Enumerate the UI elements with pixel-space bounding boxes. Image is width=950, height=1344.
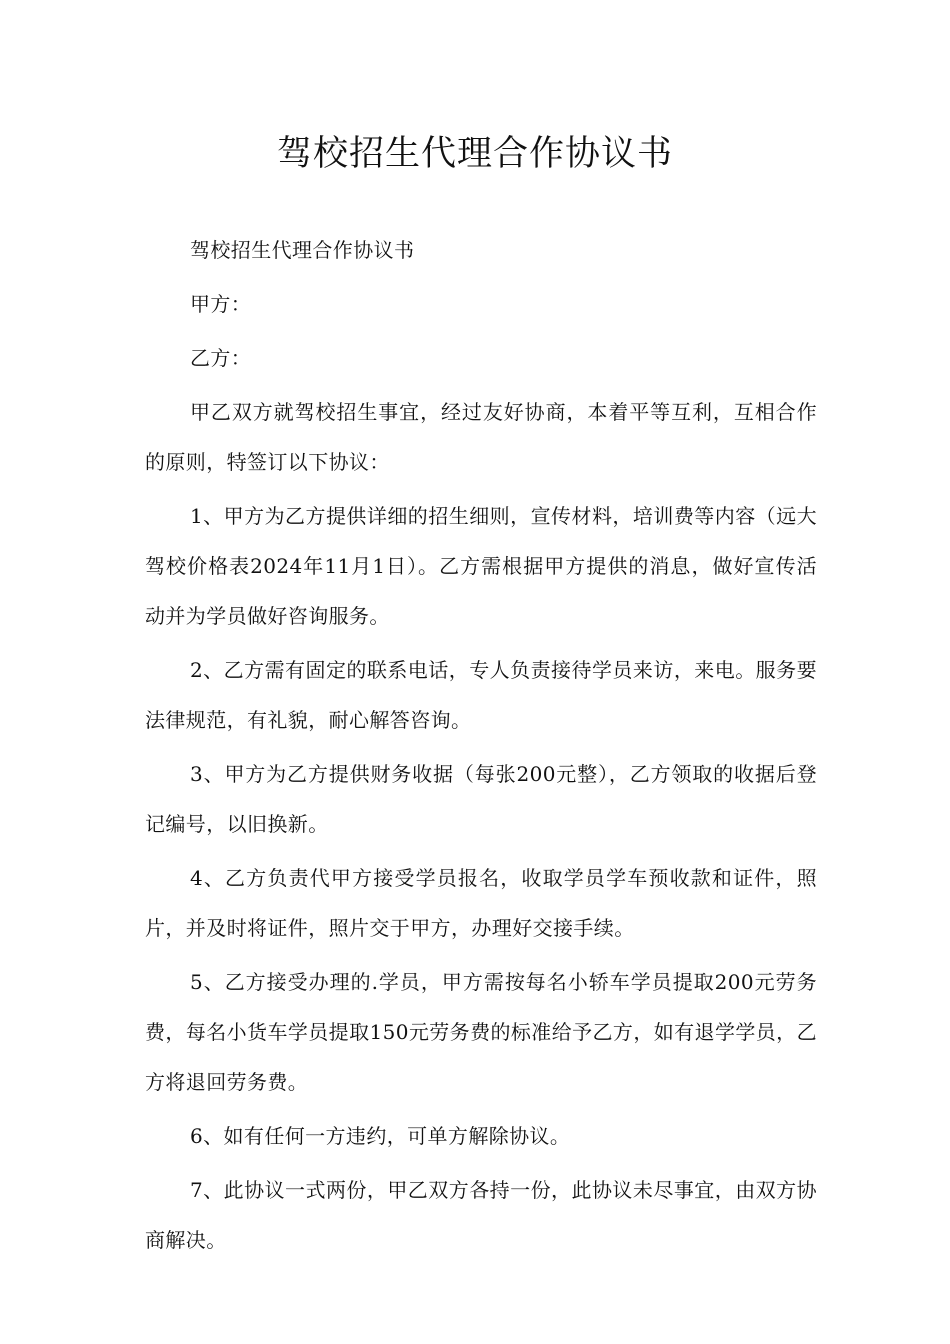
- document-title: 驾校招生代理合作协议书: [276, 134, 673, 174]
- paragraph-clause-6: 6、如有任何一方违约，可单方解除协议。: [190, 1124, 571, 1148]
- paragraph-clause-2: 2、乙方需有固定的联系电话，专人负责接待学员来访，来电。服务要法律规范，有礼貌，耐心解答咨询。: [145, 658, 817, 732]
- paragraph-clause-7: 7、此协议一式两份，甲乙双方各持一份，此协议未尽事宜，由双方协商解决。: [145, 1178, 817, 1252]
- document-body: [145, 225, 817, 1265]
- paragraph-clause-1: 1、甲方为乙方提供详细的招生细则，宣传材料，培训费等内容（远大驾校价格表2024年11月1日）。乙方需根据甲方提供的消息，做好宣传活动并为学员做好咨询服务。: [145, 504, 817, 628]
- paragraph-party-b: 乙方：: [190, 346, 252, 370]
- paragraph-preamble: 甲乙双方就驾校招生事宜，经过友好协商，本着平等互利，互相合作的原则，特签订以下协议：: [145, 400, 817, 474]
- paragraph-party-a: 甲方：: [190, 292, 252, 316]
- paragraph-clause-3: 3、甲方为乙方提供财务收据（每张200元整），乙方领取的收据后登记编号，以旧换新。: [145, 762, 817, 836]
- paragraph-clause-5: 5、乙方接受办理的.学员，甲方需按每名小轿车学员提取200元劳务费，每名小货车学员提取150元劳务费的标准给予乙方，如有退学学员，乙方将退回劳务费。: [145, 970, 817, 1094]
- paragraph-heading: 驾校招生代理合作协议书: [190, 238, 415, 262]
- paragraph-clause-4: 4、乙方负责代甲方接受学员报名，收取学员学车预收款和证件，照片，并及时将证件，照片交于甲方，办理好交接手续。: [145, 866, 817, 940]
